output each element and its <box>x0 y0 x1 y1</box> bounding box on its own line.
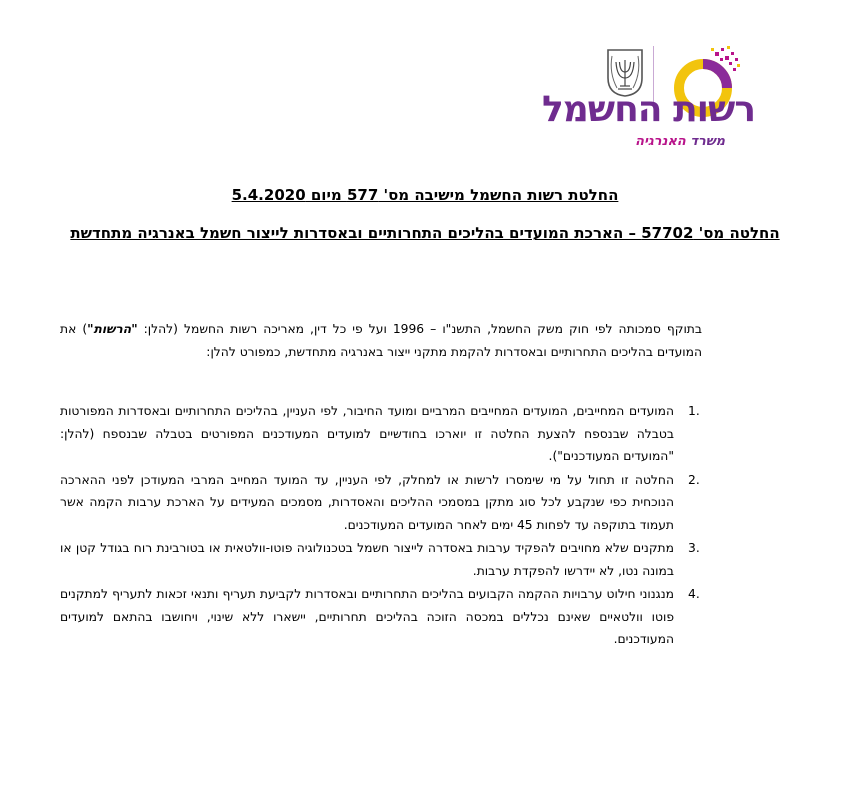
item-number: 4. <box>688 587 700 601</box>
item-number: 3. <box>688 541 700 555</box>
list-item <box>60 400 710 468</box>
intro-paragraph <box>60 318 702 363</box>
intro-text-2: ) את המועדים בהליכים התחרותיים ובאסדרות להקמת מתקני ייצור באנרגיה מתחדשת, כמפורט להלן: <box>60 322 702 359</box>
item-text: החלטה זו תחול על מי שימסרו לרשות או למחלק, לפי העניין, עד המועד המחייב המרבי המעודכן לפני ההארכה הנוכחית כפי שנקבע לכל סוג מתקן במסמכי ההליכים והאסדרות, מסמכים המעידים על הארכת ערבות הקמה אשר תעמוד בתוקפה עד לפחות 45 ימים לאחר המועדים המעודכנים. <box>60 472 674 532</box>
intro-text-1: בתוקף סמכותה לפי חוק משק החשמל, התשנ"ו – 1996 ועל פי כל דין, מאריכה רשות החשמל (להלן: <box>137 322 702 336</box>
list-item <box>60 583 710 651</box>
item-text: מנגנוני חילוט ערבויות ההקמה הקבועים בהליכים התחרותיים ובאסדרות לקביעת תעריף ותנאי זכאות לתעריף למתקנים פוטו וולטאיים שאינם נכללים במכסה הזוכה בהליכים תחרותיים, יישארו ללא שינוי, ויחושבו בהתאם למועדים המעודכנים. <box>60 587 674 646</box>
list-item <box>60 537 710 582</box>
ministry-name <box>635 134 725 149</box>
ministry-accent: האנרגיה <box>635 134 686 149</box>
list-item <box>60 469 710 537</box>
ministry-prefix: משרד <box>685 134 725 149</box>
decision-subject-title: החלטה מס' 57702 – הארכת המועדים בהליכים התחרותיים ובאסדרות לייצור חשמל באנרגיה מתחדשת <box>70 224 780 242</box>
item-text: מתקנים שלא מחויבים להפקיד ערבות באסדרה לייצור חשמל בטכנולוגיה פוטו-וולטאית או בטורבינת רוח בגודל קטן או במונה נטו, לא יידרשו להפקדת ערבות. <box>60 541 674 578</box>
decision-meeting-title: החלטת רשות החשמל מישיבה מס' 577 מיום 5.4.2020 <box>231 186 619 204</box>
intro-quoted-term: "הרשות" <box>87 322 138 336</box>
item-number: 2. <box>688 472 700 487</box>
item-number: 1. <box>688 404 700 418</box>
item-text: המועדים המחייבים, המועדים המחייבים המרביים ומועד החיבור, לפי העניין, בהליכים התחרותיים ובאסדרות המפורטות בטבלה שבנספח להצעת החלטה זו יוארכו בחודשיים למועדים המעודכנים המפורטים בטבלה שבנספח (להלן: "המועדים המעודכנים"). <box>60 404 674 463</box>
brand-name: רשות החשמל <box>541 89 755 130</box>
decision-items-list <box>60 400 710 652</box>
logo-block <box>535 40 755 160</box>
